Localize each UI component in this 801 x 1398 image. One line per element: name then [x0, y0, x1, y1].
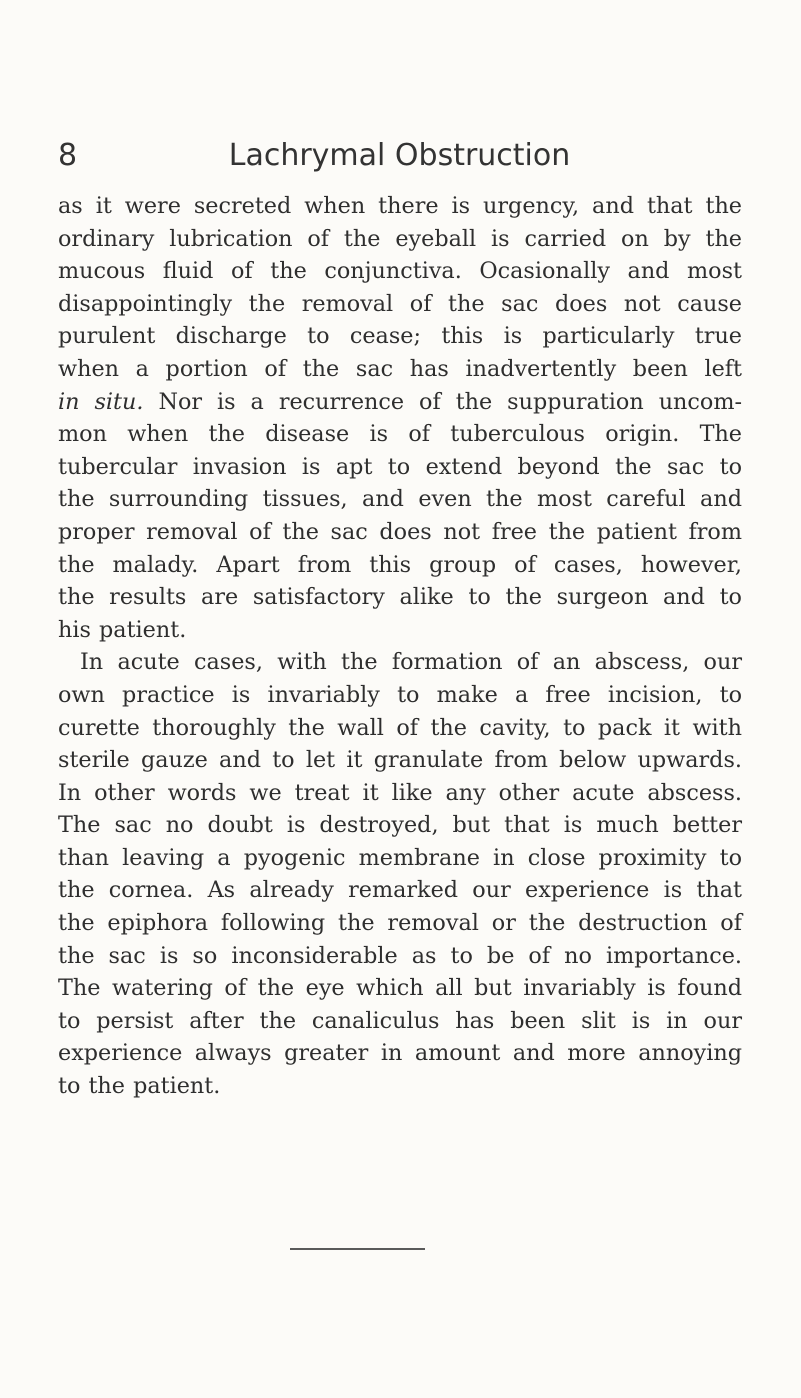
text-line: The watering of the eye which all but invariably is found: [58, 975, 742, 1002]
text-line: proper removal of the sac does not free the patient from: [58, 518, 742, 545]
text-line: curette thoroughly the wall of the cavity, to pack it with: [58, 714, 742, 741]
text-line: than leaving a pyogenic membrane in close proximity to: [58, 844, 742, 871]
text-line: his patient.: [58, 616, 187, 643]
text-line-remainder: Nor is a recurrence of the suppuration uncom-: [158, 388, 742, 415]
text-line: when a portion of the sac has inadvertently been left: [58, 355, 742, 382]
text-line: the epiphora following the removal or the destruction of: [58, 910, 742, 937]
text-line: the results are satisfactory alike to the surgeon and to: [58, 584, 742, 611]
text-line: the sac is so inconsiderable as to be of no importance.: [58, 942, 742, 969]
text-line: to persist after the canaliculus has been slit is in our: [58, 1007, 742, 1034]
text-line: mucous fluid of the conjunctiva. Ocasionally and most: [58, 258, 742, 285]
page-number: 8: [58, 138, 78, 173]
text-line: the malady. Apart from this group of cases, however,: [58, 551, 742, 578]
text-line: In acute cases, with the formation of an abscess, our: [80, 649, 742, 676]
text-line: as it were secreted when there is urgency, and that the: [58, 193, 742, 219]
text-line: the cornea. As already remarked our experience is that: [58, 877, 742, 904]
page-header: [58, 138, 741, 188]
text-line: own practice is invariably to make a free incision, to: [58, 681, 742, 708]
paragraph-2: [58, 646, 742, 1102]
text-line: experience always greater in amount and more annoying: [58, 1040, 742, 1067]
text-line: ordinary lubrication of the eyeball is carried on by the: [58, 225, 742, 252]
text-line: In other words we treat it like any other acute abscess.: [58, 779, 742, 806]
text-line: to the patient.: [58, 1073, 221, 1100]
text-line: The sac no doubt is destroyed, but that is much better: [58, 812, 742, 839]
paragraph-1: [58, 190, 742, 646]
text-line: mon when the disease is of tuberculous origin. The: [58, 421, 742, 448]
text-line: purulent discharge to cease; this is particularly true: [58, 323, 742, 350]
italic-phrase: in situ.: [58, 388, 144, 415]
text-line: the surrounding tissues, and even the most careful and: [58, 486, 742, 513]
section-end-rule: [290, 1248, 425, 1250]
running-head: Lachrymal Obstruction: [228, 138, 571, 173]
text-line: disappointingly the removal of the sac does not cause: [58, 290, 742, 317]
text-line-with-italic: [58, 386, 742, 419]
text-line: tubercular invasion is apt to extend beyond the sac to: [58, 453, 742, 480]
body-text: [58, 190, 742, 1103]
text-line: sterile gauze and to let it granulate from below upwards.: [58, 747, 742, 774]
